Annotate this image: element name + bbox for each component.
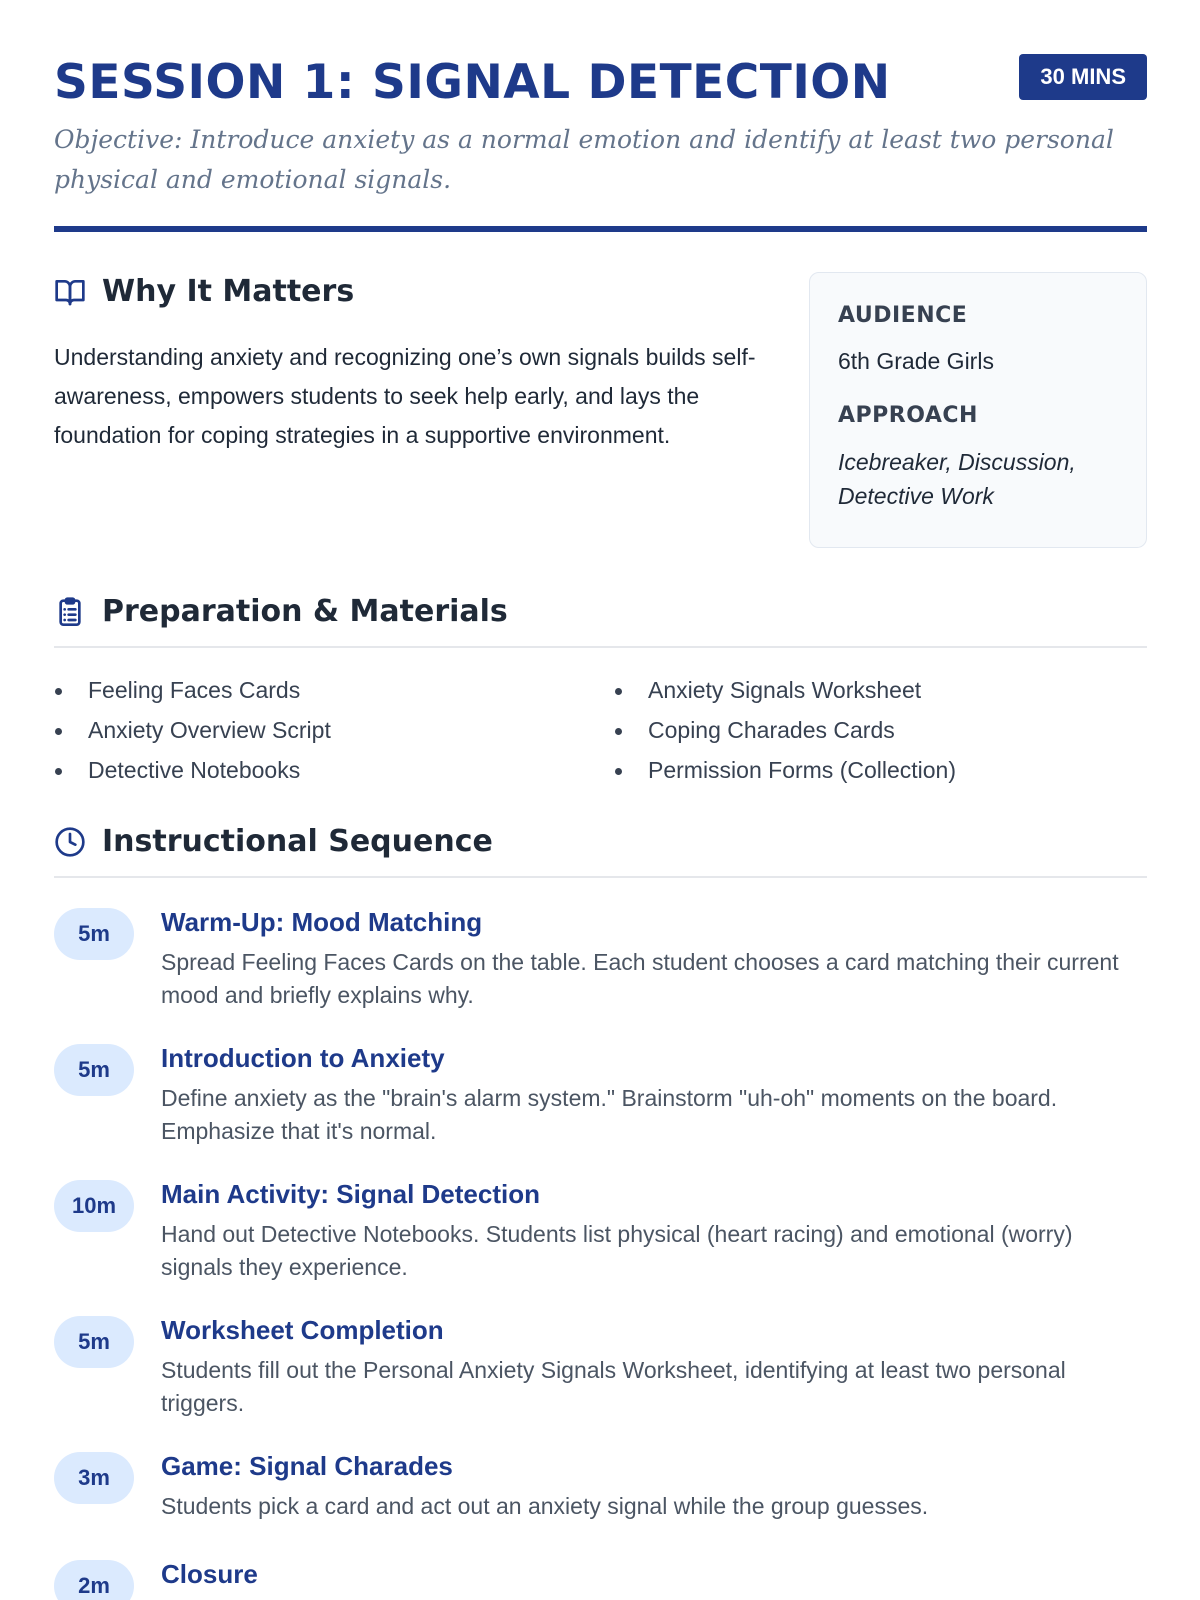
why-it-matters-body: Understanding anxiety and recognizing one’s own signals builds self-awareness, empowers students to seek help early, and lays the foundation for coping strategies in a supportive environment. (54, 344, 756, 448)
step-duration-badge: 5m (54, 908, 134, 960)
sequence-step (54, 1556, 1147, 1600)
materials-heading (54, 592, 1147, 632)
step-duration-badge: 2m (54, 1560, 134, 1600)
step-description: Students pick a card and act out an anxiety signal while the group guesses. (161, 1493, 929, 1519)
step-title: Warm-Up: Mood Matching (161, 907, 483, 937)
instructional-sequence-section (54, 822, 1147, 1600)
duration-badge: 30 MINS (1019, 54, 1147, 100)
objective-text: Objective: Introduce anxiety as a normal emotion and identify at least two personal physical and emotional signals. (54, 125, 1114, 194)
audience-value: 6th Grade Girls (838, 348, 994, 374)
step-duration-badge: 5m (54, 1044, 134, 1096)
step-title: Main Activity: Signal Detection (161, 1179, 540, 1209)
approach-value: Icebreaker, Discussion, Detective Work (838, 449, 1076, 509)
materials-divider (54, 646, 1147, 648)
sequence-step (54, 1040, 1147, 1148)
page-title: SESSION 1: SIGNAL DETECTION (54, 55, 891, 110)
why-it-matters-heading (54, 272, 784, 312)
why-it-matters-title: Why It Matters (102, 274, 355, 309)
approach-label: APPROACH (838, 403, 978, 428)
sequence-steps (54, 904, 1147, 1600)
sequence-divider (54, 876, 1147, 878)
step-duration-badge: 3m (54, 1452, 134, 1504)
step-title: Introduction to Anxiety (161, 1043, 445, 1073)
list-item: Anxiety Overview Script (54, 710, 331, 750)
materials-column-right (614, 670, 956, 790)
step-description: Students fill out the Personal Anxiety Signals Worksheet, identifying at least two personal triggers. (161, 1357, 1066, 1416)
lesson-plan-page (54, 0, 1147, 1600)
audience-approach-card (809, 272, 1147, 548)
step-title: Worksheet Completion (161, 1315, 444, 1345)
sequence-title: Instructional Sequence (102, 824, 493, 859)
sequence-heading (54, 822, 1147, 862)
step-title: Closure (161, 1559, 258, 1589)
step-description: Define anxiety as the "brain's alarm system." Brainstorm "uh-oh" moments on the board. Emphasize that it's normal. (161, 1085, 1058, 1144)
materials-list (54, 670, 1147, 800)
sequence-step (54, 904, 1147, 1012)
materials-column-left (54, 670, 331, 790)
sequence-step (54, 1176, 1147, 1284)
step-title: Game: Signal Charades (161, 1451, 453, 1481)
header-divider (54, 226, 1147, 232)
list-item: Permission Forms (Collection) (614, 750, 956, 790)
audience-label: AUDIENCE (838, 303, 968, 328)
materials-section (54, 592, 1147, 800)
sequence-step (54, 1312, 1147, 1420)
step-duration-badge: 10m (54, 1180, 134, 1232)
step-duration-badge: 5m (54, 1316, 134, 1368)
step-description: Hand out Detective Notebooks. Students list physical (heart racing) and emotional (worry) signals they experience. (161, 1221, 1073, 1280)
clock-icon (54, 826, 86, 858)
list-item: Detective Notebooks (54, 750, 331, 790)
list-item: Feeling Faces Cards (54, 670, 331, 710)
session-header (54, 0, 1147, 232)
step-description: Spread Feeling Faces Cards on the table. Each student chooses a card matching their current mood and briefly explains why. (161, 949, 1119, 1008)
why-it-matters-section (54, 272, 1147, 552)
list-item: Coping Charades Cards (614, 710, 956, 750)
clipboard-icon (54, 596, 86, 628)
sequence-step (54, 1448, 1147, 1528)
materials-title: Preparation & Materials (102, 594, 508, 629)
open-book-icon (54, 276, 86, 308)
list-item: Anxiety Signals Worksheet (614, 670, 956, 710)
why-it-matters-content (54, 272, 784, 455)
